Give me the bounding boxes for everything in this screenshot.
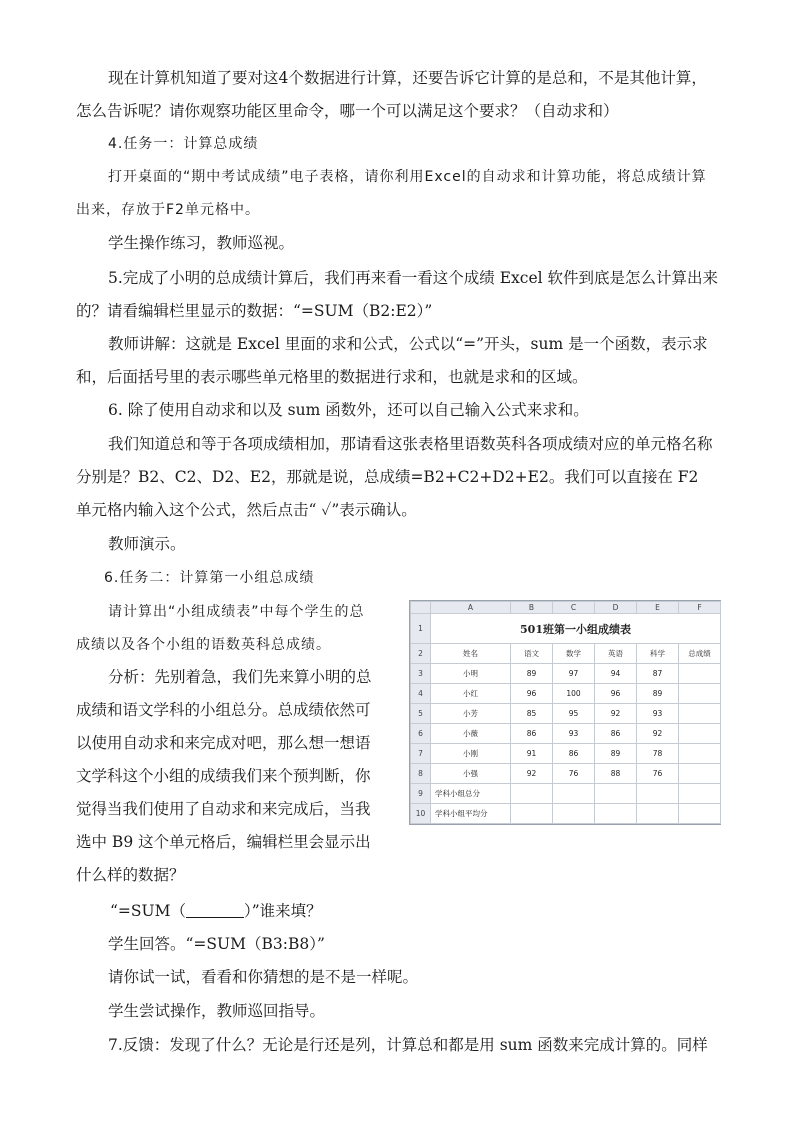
paragraph-formula: 我们知道总和等于各项成绩相加，那请看这张表格里语数英科各项成绩对应的单元格名称分别是？B2、C2、D2、E2，那就是说，总成绩=B2+C2+D2+E2。我们可以直接在 F2 单元格内输入这个公式，然后点击“ ✓”表示确认。: [76, 435, 713, 519]
paragraph-task-one-instruction: 打开桌面的“期中考试成绩”电子表格，请你利用Excel的自动求和计算功能，将总成绩计算出来，存放于F2单元格中。: [76, 169, 707, 218]
table-cell: [679, 704, 721, 724]
paragraph-teacher-demo: 教师演示。: [108, 535, 186, 553]
row-number: 6: [411, 724, 431, 744]
column-header: C: [553, 602, 595, 614]
table-cell: 86: [595, 724, 637, 744]
table-cell: 85: [511, 704, 553, 724]
paragraph-analysis: 分析：先别着急，我们先来算小明的总成绩和语文学科的小组总分。总成绩依然可以使用自动求和来完成对吧，那么想一想语文学科这个小组的成绩我们来个预判断，你觉得当我们使用了自动求和来完成后，当我选中 B9 这个单元格后，编辑栏里会显示出什么样的数据？: [76, 668, 372, 884]
header-cell: 总成绩: [679, 644, 721, 664]
row-number: 10: [411, 804, 431, 824]
table-cell: [679, 724, 721, 744]
paragraph-task-two-instruction: 请计算出“小组成绩表”中每个学生的总成绩以及各个小组的语数英科总成绩。: [76, 604, 365, 653]
table-cell: 97: [553, 664, 595, 684]
header-cell: 英语: [595, 644, 637, 664]
paragraph-try-it: 请你试一试，看看和你猜想的是不是一样呢。: [108, 968, 419, 986]
row-number: 3: [411, 664, 431, 684]
table-cell: [679, 764, 721, 784]
row-number: 7: [411, 744, 431, 764]
table-row: [411, 684, 721, 704]
heading-task-two: 6.任务二：计算第一小组总成绩: [104, 570, 315, 586]
score-table: [410, 601, 721, 824]
row-number: 2: [411, 644, 431, 664]
header-cell: 姓名: [431, 644, 511, 664]
table-cell: 89: [595, 744, 637, 764]
row-number: 5: [411, 704, 431, 724]
table-cell: 92: [511, 764, 553, 784]
table-cell: 91: [511, 744, 553, 764]
table-cell: 学科小组平均分: [431, 804, 511, 824]
table-cell: 92: [637, 724, 679, 744]
fill-blank-suffix: ）”谁来填？: [243, 902, 322, 920]
heading-task-one: 4.任务一：计算总成绩: [108, 136, 259, 152]
row-number: 9: [411, 784, 431, 804]
paragraph-student-try: 学生尝试操作，教师巡回指导。: [108, 1002, 326, 1020]
table-cell: 87: [637, 664, 679, 684]
table-cell: 89: [637, 684, 679, 704]
table-cell: 89: [511, 664, 553, 684]
paragraph-feedback: 7.反馈：发现了什么？无论是行还是列，计算总和都是用 sum 函数来完成计算的。同样: [108, 1036, 708, 1054]
header-cell: 语文: [511, 644, 553, 664]
table-cell: 76: [553, 764, 595, 784]
table-row: [411, 784, 721, 804]
column-header: E: [637, 602, 679, 614]
table-cell: 94: [595, 664, 637, 684]
table-cell: 96: [595, 684, 637, 704]
table-cell: 78: [637, 744, 679, 764]
table-cell: 95: [553, 704, 595, 724]
paragraph-student-answer: 学生回答。“=SUM（B3:B8）”: [108, 935, 325, 953]
column-header: A: [431, 602, 511, 614]
sheet-title: 501班第一小组成绩表: [431, 614, 721, 644]
table-row: [411, 804, 721, 824]
spreadsheet-image: [409, 600, 721, 825]
corner-cell: [411, 602, 431, 614]
table-cell: [679, 664, 721, 684]
table-cell: 92: [595, 704, 637, 724]
paragraph-teacher-explain: 教师讲解：这就是 Excel 里面的求和公式，公式以“=”开头，sum 是一个函数，表示求和，后面括号里的表示哪些单元格里的数据进行求和，也就是求和的区域。: [76, 335, 708, 386]
column-header: F: [679, 602, 721, 614]
table-row: [411, 764, 721, 784]
column-header: B: [511, 602, 553, 614]
table-row: [411, 664, 721, 684]
header-cell: 科学: [637, 644, 679, 664]
table-cell: 88: [595, 764, 637, 784]
column-header: D: [595, 602, 637, 614]
table-cell: 96: [511, 684, 553, 704]
table-cell: 76: [637, 764, 679, 784]
paragraph-student-practice: 学生操作练习，教师巡视。: [108, 234, 295, 252]
header-cell: 数学: [553, 644, 595, 664]
table-cell: 86: [511, 724, 553, 744]
row-number: 1: [411, 614, 431, 644]
paragraph-step-6: 6. 除了使用自动求和以及 sum 函数外，还可以自己输入公式来求和。: [108, 401, 589, 419]
table-cell: 小芳: [431, 704, 511, 724]
table-cell: 86: [553, 744, 595, 764]
table-cell: 小刚: [431, 744, 511, 764]
blank-underline: [186, 902, 244, 919]
table-cell: 小薇: [431, 724, 511, 744]
row-number: 4: [411, 684, 431, 704]
table-cell: 小强: [431, 764, 511, 784]
table-cell: 93: [637, 704, 679, 724]
table-row: [411, 724, 721, 744]
table-cell: 100: [553, 684, 595, 704]
table-cell: 小红: [431, 684, 511, 704]
table-cell: [679, 744, 721, 764]
table-row: [411, 744, 721, 764]
fill-blank-prefix: “=SUM（: [110, 902, 186, 920]
row-number: 8: [411, 764, 431, 784]
table-cell: 小明: [431, 664, 511, 684]
paragraph-intro: 现在计算机知道了要对这4个数据进行计算，还要告诉它计算的是总和，不是其他计算，怎么告诉呢？请你观察功能区里命令，哪一个可以满足这个要求？（自动求和）: [76, 69, 707, 120]
table-row: [411, 704, 721, 724]
table-cell: [679, 684, 721, 704]
paragraph-step-5: 5.完成了小明的总成绩计算后，我们再来看一看这个成绩 Excel 软件到底是怎么计算出来的？请看编辑栏里显示的数据：“=SUM（B2:E2）”: [76, 269, 719, 320]
table-cell: 学科小组总分: [431, 784, 511, 804]
paragraph-fill-blank: [110, 895, 718, 928]
table-cell: 93: [553, 724, 595, 744]
